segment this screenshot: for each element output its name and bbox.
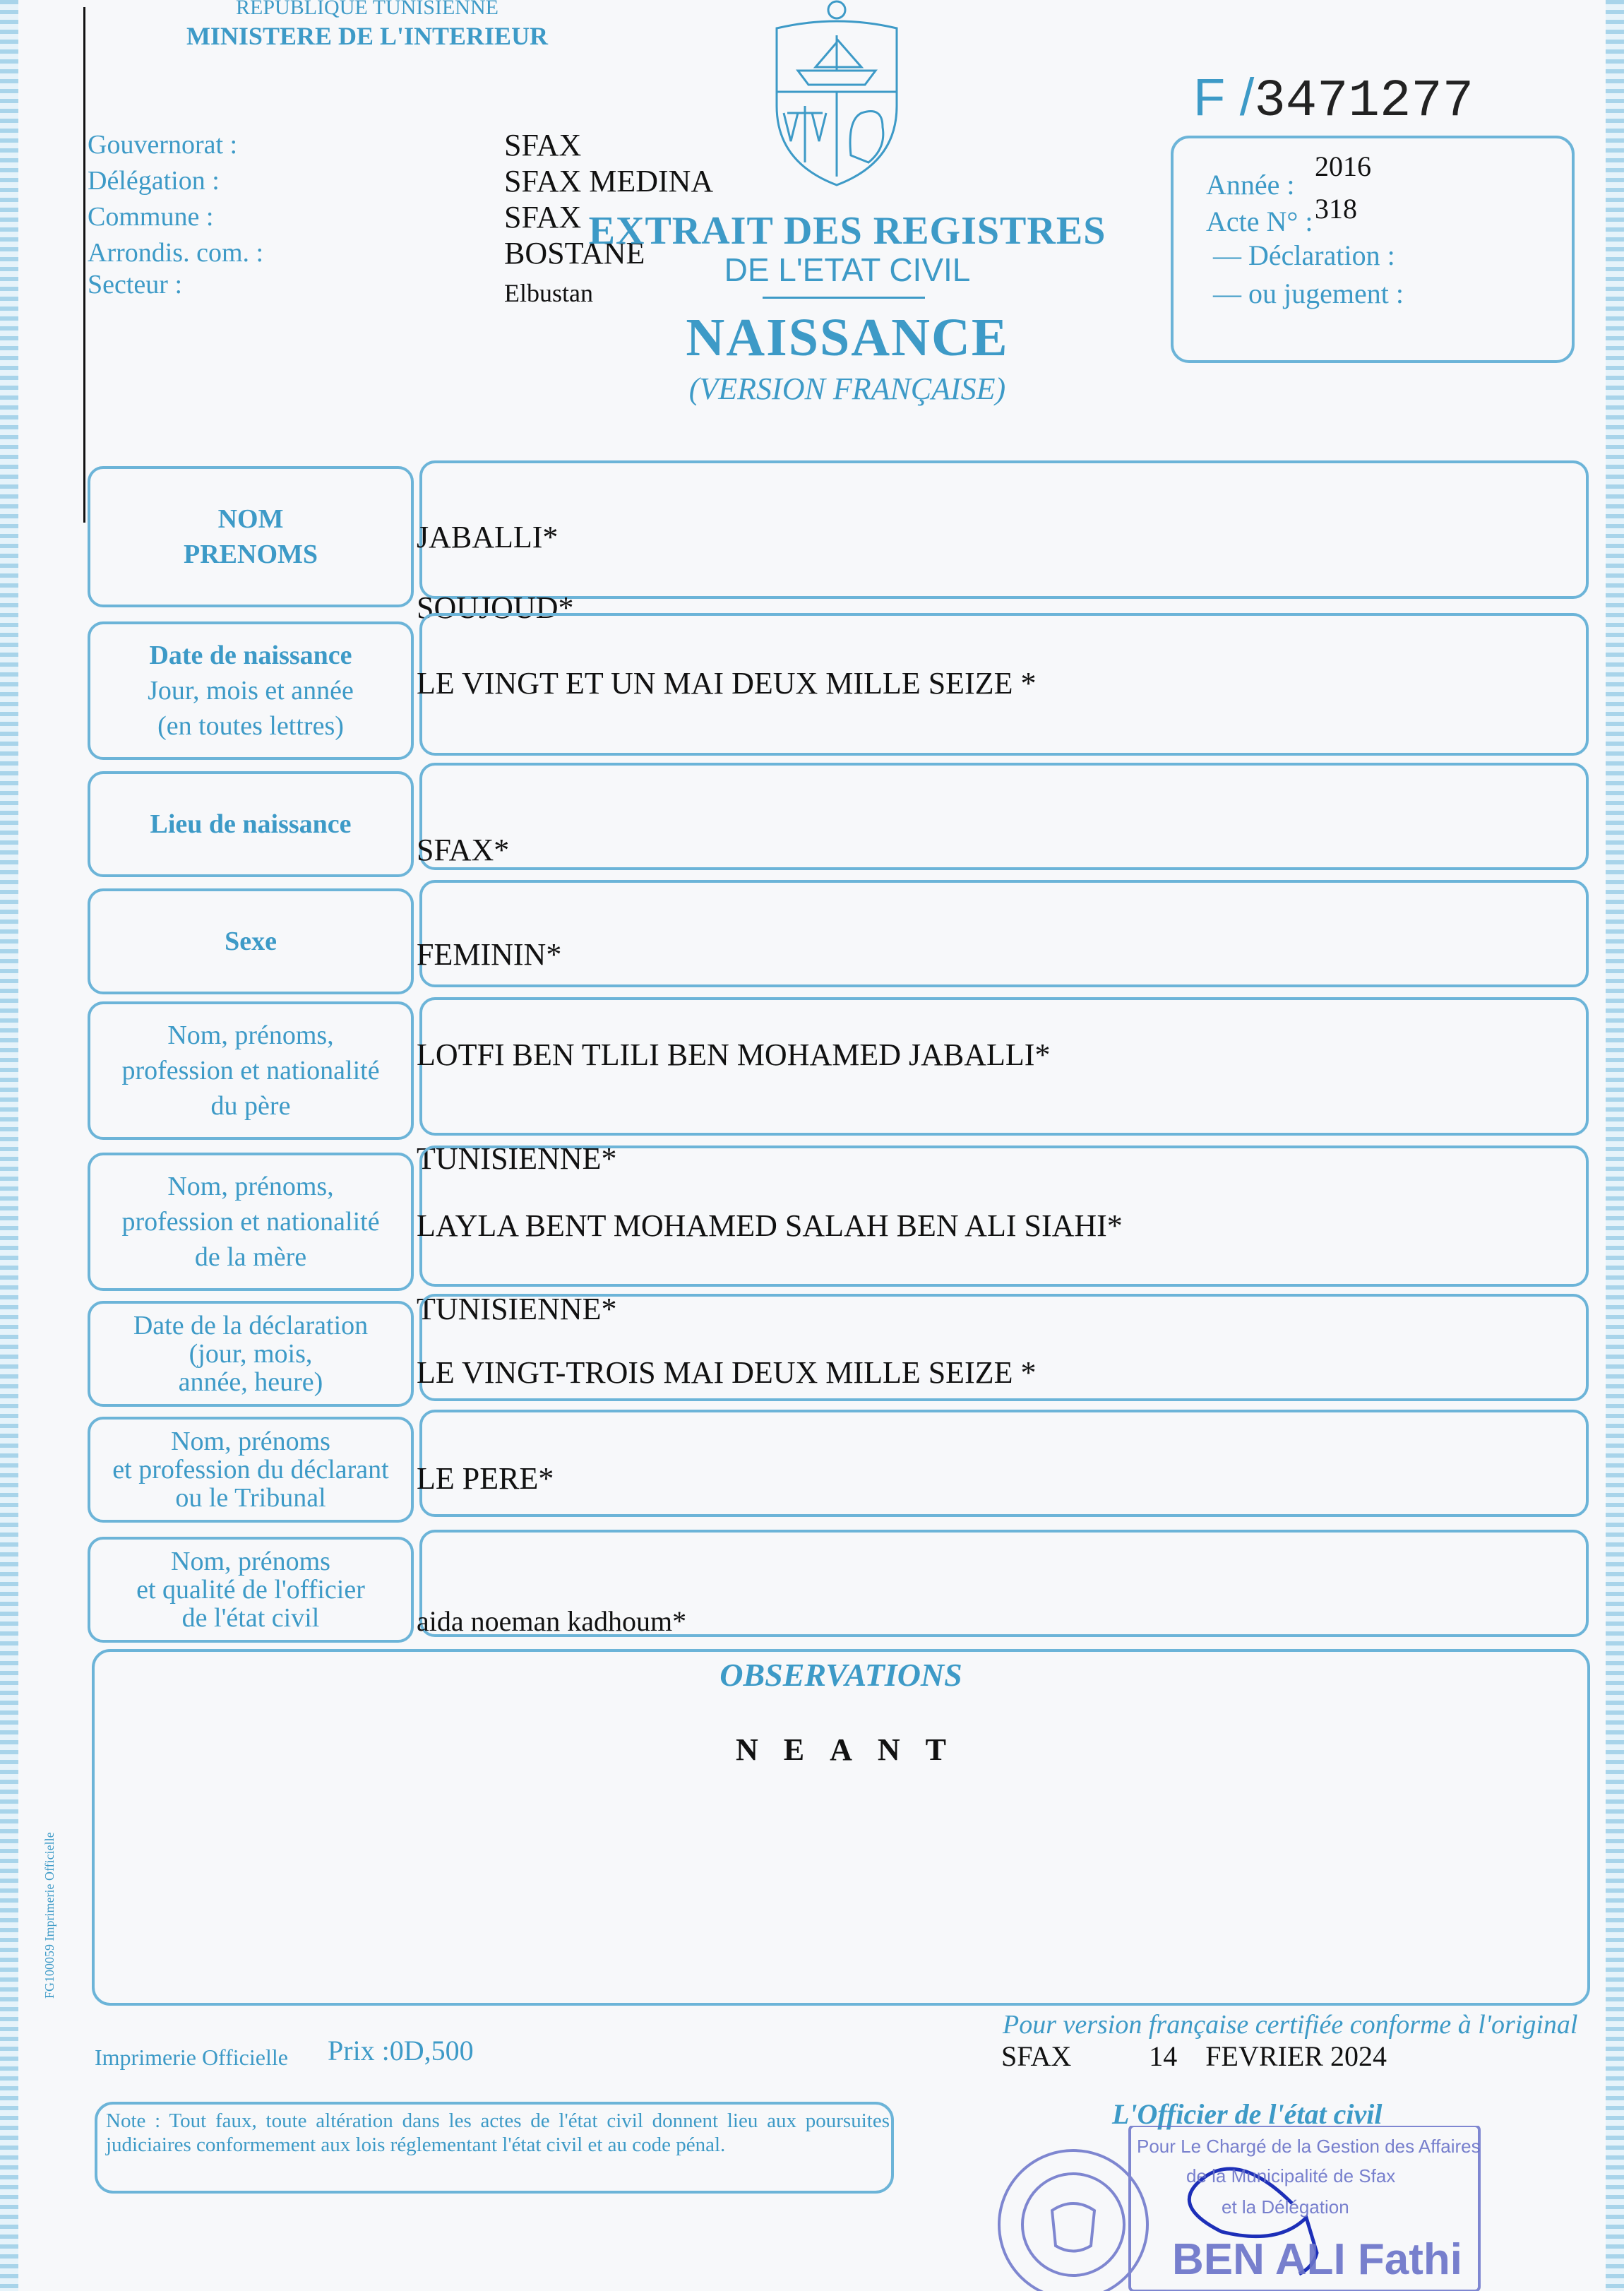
month-year-value: FEVRIER 2024 — [1205, 2040, 1387, 2072]
declaration-value: LE VINGT-TROIS MAI DEUX MILLE SEIZE * — [417, 1355, 1037, 1390]
declaration-label-1: Date de la déclaration — [133, 1311, 369, 1340]
jugement-label: — ou jugement : — [1213, 278, 1404, 309]
delegation-value: SFAX MEDINA — [504, 164, 714, 198]
official-stamp-icon — [996, 2126, 1483, 2291]
declarant-value-box — [419, 1410, 1589, 1517]
pere-value: LOTFI BEN TLILI BEN MOHAMED JABALLI* — [417, 1037, 1051, 1072]
observations-box — [92, 1649, 1590, 2006]
imprimerie-label: Imprimerie Officielle — [95, 2045, 288, 2070]
sexe-label-box — [88, 888, 414, 994]
day-value: 14 — [1149, 2040, 1178, 2072]
declarant-value: LE PERE* — [417, 1461, 554, 1496]
lieu-naissance-value: SFAX* — [417, 833, 510, 867]
date-naissance-sub1: Jour, mois et année — [148, 676, 354, 706]
officier-label-2: et qualité de l'officier — [136, 1575, 365, 1605]
declaration-label: — Déclaration : — [1213, 239, 1395, 271]
officier-label-box — [88, 1537, 414, 1643]
mere-label-3: de la mère — [194, 1242, 307, 1272]
mere-value: LAYLA BENT MOHAMED SALAH BEN ALI SIAHI* — [417, 1208, 1123, 1243]
prix-label: Prix :0D,500 — [328, 2035, 474, 2066]
mere-nationalite: TUNISIENNE* — [417, 1292, 617, 1326]
side-print-code: FG100059 Imprimerie Officielle — [42, 1832, 56, 1999]
lieu-naissance-value-box — [419, 763, 1589, 870]
stamp-line-1: Pour Le Chargé de la Gestion des Affaires — [1137, 2136, 1481, 2157]
lieu-naissance-label-box — [88, 771, 414, 877]
serial-number — [1193, 67, 1474, 131]
declarant-label-1: Nom, prénoms — [171, 1427, 330, 1456]
declarant-label-box — [88, 1417, 414, 1523]
certification-line: Pour version française certifiée conforme à l'original — [1003, 2010, 1578, 2040]
pere-label-1: Nom, prénoms, — [167, 1020, 334, 1050]
nom-prenoms-label-box — [88, 466, 414, 607]
secteur-value: Elbustan — [504, 279, 593, 307]
document-type: NAISSANCE — [686, 308, 1009, 367]
date-naissance-sub2: (en toutes lettres) — [157, 711, 344, 741]
lieu-naissance-label: Lieu de naissance — [150, 809, 352, 839]
officier-title: L'Officier de l'état civil — [1112, 2098, 1383, 2130]
declarant-label-2: et profession du déclarant — [112, 1455, 389, 1484]
sexe-label: Sexe — [225, 927, 277, 956]
observations-title: OBSERVATIONS — [720, 1657, 962, 1693]
tunisia-coat-of-arms-icon — [770, 0, 904, 191]
ministry-heading: MINISTERE DE L'INTERIEUR — [186, 22, 549, 50]
admin-info-block — [88, 127, 714, 307]
margin-line — [83, 7, 85, 523]
officier-label-3: de l'état civil — [181, 1603, 320, 1633]
annee-value: 2016 — [1315, 150, 1371, 182]
commune-label: Commune : — [88, 202, 214, 232]
left-guilloche-border — [0, 0, 18, 2291]
pere-label-3: du père — [210, 1091, 291, 1121]
acte-value: 318 — [1315, 193, 1357, 225]
document-title: EXTRAIT DES REGISTRES — [588, 209, 1106, 253]
pere-label-box — [88, 1001, 414, 1140]
arrondissement-label: Arrondis. com. : — [88, 238, 264, 268]
legal-note: Note : Tout faux, toute altération dans les actes de l'état civil donnent lieu aux poursuites judiciaires conformement aux lois réglementant l'état civil et au code pénal. — [106, 2109, 890, 2156]
prenom-value: SOUJOUD* — [417, 590, 574, 625]
sexe-value: FEMININ* — [417, 937, 562, 972]
annee-label: Année : — [1206, 169, 1295, 201]
officier-label-1: Nom, prénoms — [171, 1547, 330, 1576]
stamp-line-3: et la Délégation — [1222, 2196, 1349, 2218]
nom-prenoms-value-box — [419, 460, 1589, 599]
place-value: SFAX — [1001, 2040, 1072, 2072]
declaration-label-2: (jour, mois, — [189, 1339, 313, 1369]
commune-value: SFAX — [504, 200, 582, 234]
declarant-label-3: ou le Tribunal — [175, 1483, 326, 1513]
mere-label-2: profession et nationalité — [121, 1207, 380, 1237]
serial-digits: 3471277 — [1254, 72, 1474, 131]
place-date — [1001, 2040, 1387, 2073]
secteur-label: Secteur : — [88, 270, 183, 299]
serial-prefix: F / — [1193, 68, 1255, 126]
arrondissement-value: BOSTANE — [504, 236, 645, 270]
delegation-label: Délégation : — [88, 166, 220, 196]
sexe-value-box — [419, 880, 1589, 987]
declaration-label-3: année, heure) — [178, 1367, 323, 1397]
prenoms-label: PRENOMS — [184, 540, 318, 569]
document-subtitle: DE L'ETAT CIVIL — [724, 251, 971, 288]
pere-label-2: profession et nationalité — [121, 1056, 380, 1085]
mere-label-box — [88, 1153, 414, 1291]
gouvernorat-value: SFAX — [504, 128, 582, 162]
stamp-name: BEN ALI Fathi — [1172, 2235, 1463, 2284]
pere-nationalite: TUNISIENNE* — [417, 1141, 617, 1176]
observations-value: NEANT — [735, 1732, 972, 1767]
mere-label-1: Nom, prénoms, — [167, 1172, 334, 1201]
stamp-line-2: de la Municipalité de Sfax — [1186, 2165, 1396, 2186]
republic-heading: REPUBLIQUE TUNISIENNE — [236, 0, 498, 19]
date-naissance-value: LE VINGT ET UN MAI DEUX MILLE SEIZE * — [417, 666, 1037, 701]
officier-value: aida noeman kadhoum* — [417, 1605, 687, 1637]
right-guilloche-border — [1606, 0, 1624, 2291]
gouvernorat-label: Gouvernorat : — [88, 130, 238, 160]
date-naissance-label: Date de naissance — [149, 641, 352, 670]
title-divider — [763, 297, 925, 299]
acte-label: Acte N° : — [1206, 206, 1313, 237]
version-label: (VERSION FRANÇAISE) — [688, 371, 1006, 406]
nom-value: JABALLI* — [417, 520, 559, 554]
date-naissance-label-box — [88, 621, 414, 760]
nom-label: NOM — [217, 504, 284, 534]
declaration-label-box — [88, 1301, 414, 1407]
